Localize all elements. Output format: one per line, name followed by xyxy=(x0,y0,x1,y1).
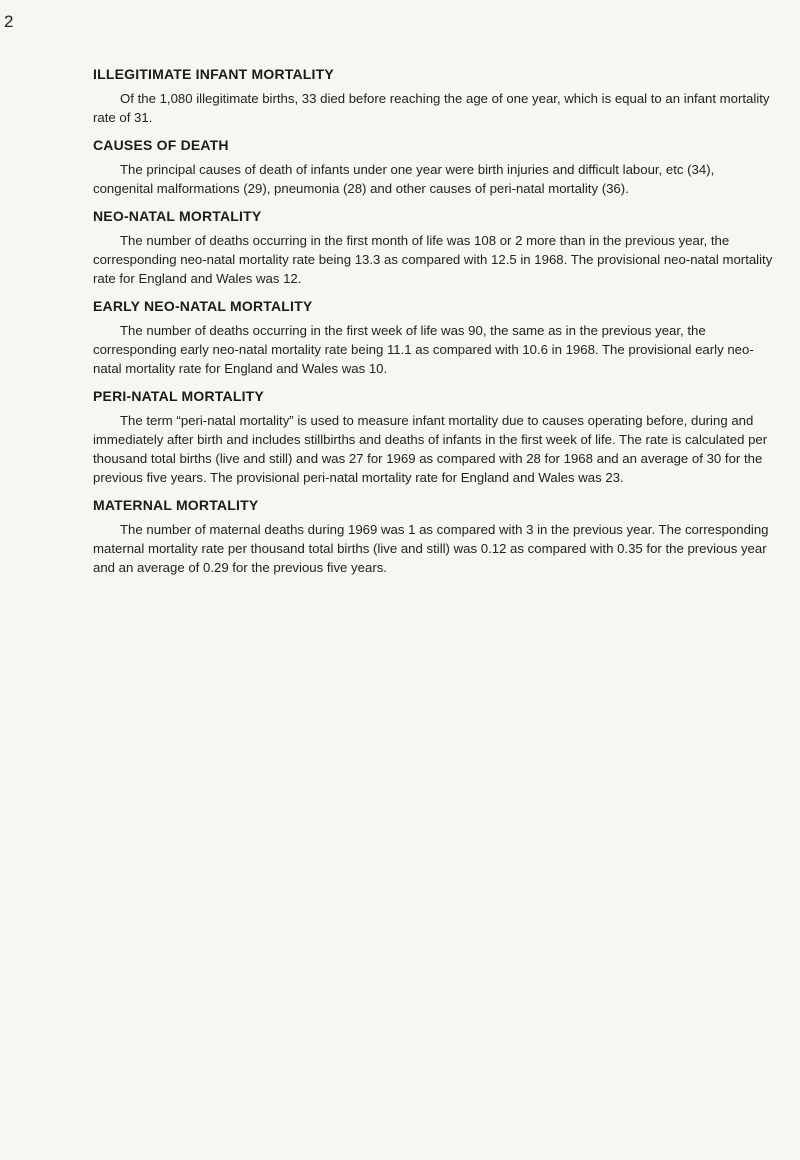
section-paragraph: The number of maternal deaths during 1969 was 1 as compared with 3 in the previous year. The corresponding maternal mortality rate per thousand total births (live and still) was 0.12 as compared with 0.35 for the previous year and an average of 0.29 for the previous five years. xyxy=(93,522,769,575)
section-peri-natal-mortality xyxy=(93,387,773,487)
section-early-neo-natal-mortality xyxy=(93,297,773,378)
section-heading: CAUSES OF DEATH xyxy=(93,137,229,153)
section-illegitimate-infant-mortality xyxy=(93,65,773,127)
section-heading: PERI-NATAL MORTALITY xyxy=(93,388,264,404)
section-neo-natal-mortality xyxy=(93,207,773,288)
section-paragraph: The number of deaths occurring in the first month of life was 108 or 2 more than in the previous year, the corresponding neo-natal mortality rate being 13.3 as compared with 12.5 in 1968. The provisional neo-natal mortality rate for England and Wales was 12. xyxy=(93,233,773,286)
section-heading: EARLY NEO-NATAL MORTALITY xyxy=(93,298,313,314)
section-paragraph: The number of deaths occurring in the first week of life was 90, the same as in the previous year, the corresponding early neo-natal mortality rate being 11.1 as compared with 10.6 in 1968. The provisional early neo-natal mortality rate for England and Wales was 10. xyxy=(93,323,754,376)
section-paragraph: The principal causes of death of infants under one year were birth injuries and difficult labour, etc (34), congenital malformations (29), pneumonia (28) and other causes of peri-natal mortality (36). xyxy=(93,162,715,196)
section-paragraph: The term “peri-natal mortality” is used to measure infant mortality due to causes operating before, during and immediately after birth and includes stillbirths and deaths of infants in the first week of life. The rate is calculated per thousand total births (live and still) and was 27 for 1969 as compared with 28 for 1968 and an average of 30 for the previous five years. The provisional peri-natal mortality rate for England and Wales was 23. xyxy=(93,413,768,485)
section-heading: NEO-NATAL MORTALITY xyxy=(93,208,262,224)
section-maternal-mortality xyxy=(93,496,773,577)
section-causes-of-death xyxy=(93,136,773,198)
document-body xyxy=(93,65,773,586)
section-heading: ILLEGITIMATE INFANT MORTALITY xyxy=(93,66,334,82)
page-number: 2 xyxy=(4,12,14,31)
section-heading: MATERNAL MORTALITY xyxy=(93,497,259,513)
section-paragraph: Of the 1,080 illegitimate births, 33 died before reaching the age of one year, which is equal to an infant mortality rate of 31. xyxy=(93,91,770,125)
